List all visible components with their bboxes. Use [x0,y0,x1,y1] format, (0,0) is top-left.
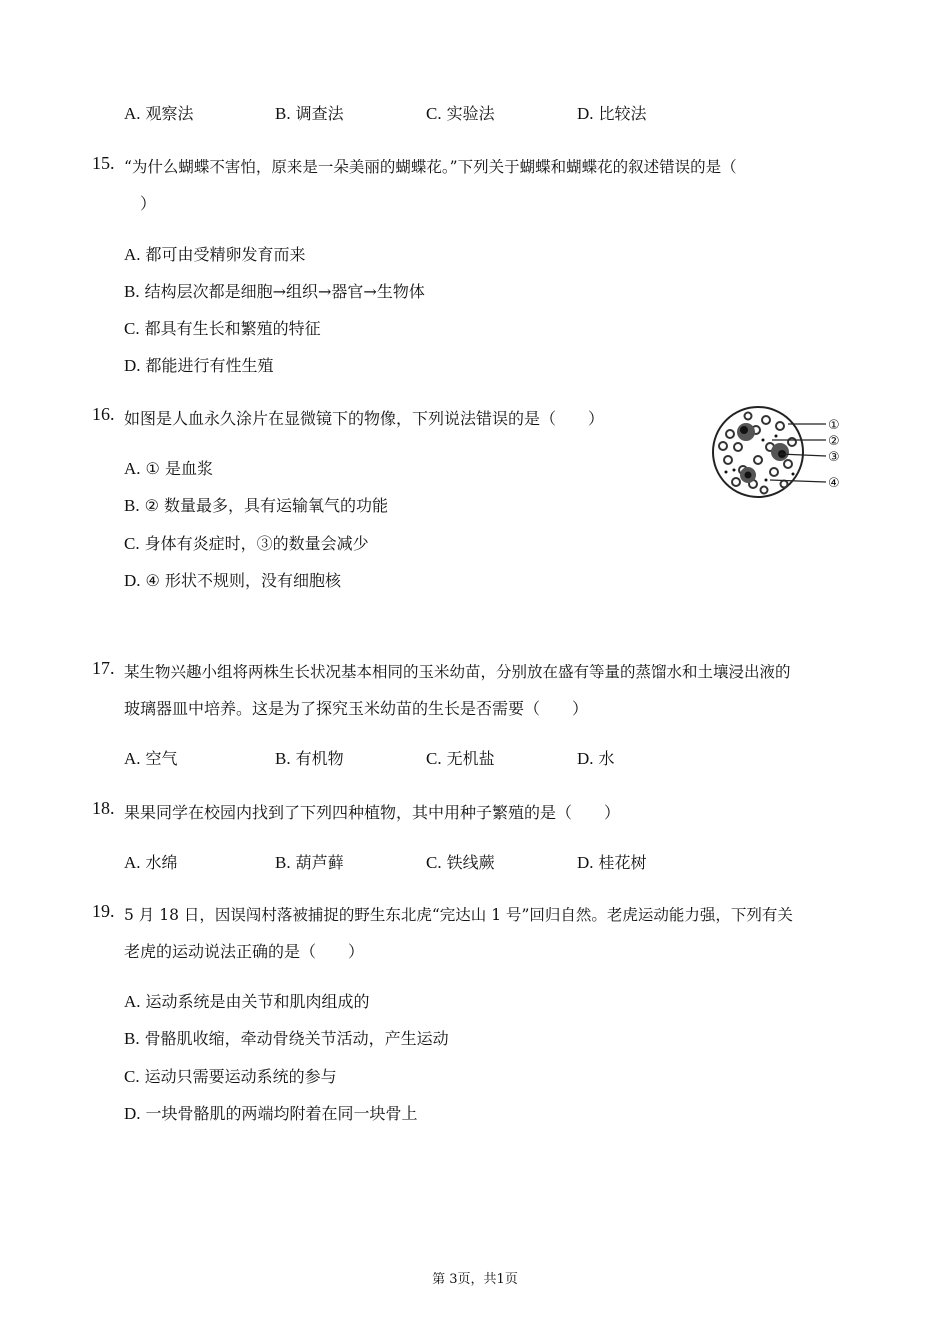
q17-option-a [124,746,178,769]
q18-option-c [426,850,495,873]
option-text: 空气 [145,749,178,768]
option-text: 身体有炎症时，③的数量会减少 [144,534,369,553]
option-letter: D. [577,749,594,768]
q17-option-b [275,746,344,769]
option-letter: C. [124,1067,140,1086]
option-letter: A. [124,853,141,872]
option-text: 无机盐 [446,749,495,768]
option-letter: C. [124,534,140,553]
q18-option-a [124,850,178,873]
option-letter: C. [124,319,140,338]
option-letter: B. [275,104,291,123]
option-letter: D. [124,1104,141,1123]
option-text: 调查法 [295,104,344,123]
q16-option-d [124,568,341,591]
q14-option-b [275,101,344,124]
label-1: ① [828,418,840,433]
option-text: 运动系统是由关节和肌肉组成的 [145,992,370,1011]
option-text: 葫芦藓 [295,853,344,872]
q19-option-a [124,989,370,1012]
option-letter: A. [124,459,141,478]
option-text: 实验法 [446,104,495,123]
q18-stem: 果果同学在校园内找到了下列四种植物，其中用种子繁殖的是（ ） [124,803,621,822]
option-text: 结构层次都是细胞→组织→器官→生物体 [144,282,425,301]
q16-number: 16. [92,404,115,424]
option-letter: A. [124,749,141,768]
q14-option-c [426,101,495,124]
option-text: 观察法 [145,104,194,123]
q15-option-c [124,316,321,339]
option-letter: B. [124,282,140,301]
option-text: 铁线蕨 [446,853,495,872]
option-letter: B. [124,1029,140,1048]
option-letter: D. [124,571,141,590]
option-letter: C. [426,853,442,872]
microscope-field [713,407,803,497]
q16-stem: 如图是人血永久涂片在显微镜下的物像，下列说法错误的是（ ） [124,409,605,428]
option-text: 有机物 [295,749,344,768]
q16-option-a [124,456,213,479]
option-letter: A. [124,992,141,1011]
q17-number: 17. [92,658,115,678]
q17-option-c [426,746,495,769]
q18-number: 18. [92,798,115,818]
q19-option-d [124,1101,418,1124]
option-letter: D. [577,853,594,872]
q19-option-b [124,1026,449,1049]
option-letter: B. [275,853,291,872]
q15-option-d [124,353,274,376]
option-text: 一块骨骼肌的两端均附着在同一块骨上 [145,1104,418,1123]
q18-option-b [275,850,344,873]
q16-option-b [124,493,388,516]
option-text: ② 数量最多，具有运输氧气的功能 [144,496,389,515]
q16-option-c [124,531,369,554]
q15-number: 15. [92,153,115,173]
option-text: 运动只需要运动系统的参与 [144,1067,337,1086]
q14-option-d [577,101,647,124]
q17-stem-line2: 玻璃器皿中培养。这是为了探究玉米幼苗的生长是否需要（ ） [124,699,589,718]
option-text: 都具有生长和繁殖的特征 [144,319,321,338]
label-3: ③ [828,450,840,465]
q15-stem-line2: ） [140,194,157,213]
q15-stem-line1: “为什么蝴蝶不害怕，原来是一朵美丽的蝴蝶花。”下列关于蝴蝶和蝴蝶花的叙述错误的是（ [124,158,737,176]
option-letter: B. [124,496,140,515]
q15-option-b [124,279,425,302]
option-letter: C. [426,104,442,123]
q19-stem-line2: 老虎的运动说法正确的是（ ） [124,942,365,961]
q17-stem-line1: 某生物兴趣小组将两株生长状况基本相同的玉米幼苗，分别放在盛有等量的蒸馏水和土壤浸出液的 [124,663,791,681]
q19-number: 19. [92,901,115,921]
option-letter: D. [124,356,141,375]
q17-option-d [577,746,615,769]
option-text: 骨骼肌收缩，牵动骨绕关节活动，产生运动 [144,1029,449,1048]
q18-option-d [577,850,647,873]
option-text: 比较法 [598,104,647,123]
option-text: 水 [598,749,615,768]
option-text: 水绵 [145,853,178,872]
option-text: 桂花树 [598,853,647,872]
option-letter: A. [124,104,141,123]
q14-option-a [124,101,194,124]
option-letter: A. [124,245,141,264]
option-letter: D. [577,104,594,123]
page-footer: 第 3页，共1页 [432,1272,518,1287]
label-2: ② [828,434,840,449]
option-text: ④ 形状不规则，没有细胞核 [145,571,341,590]
label-4: ④ [828,476,840,491]
option-letter: B. [275,749,291,768]
q19-stem-line1: 5 月 18 日，因误闯村落被捕捉的野生东北虎“完达山 1 号”回归自然。老虎运动能力强，下列有关 [124,906,793,924]
q15-option-a [124,242,306,265]
blood-smear-figure [708,402,858,502]
option-letter: C. [426,749,442,768]
q19-option-c [124,1064,337,1087]
label-markers [828,418,840,491]
option-text: 都可由受精卵发育而来 [145,245,306,264]
option-text: ① 是血浆 [145,459,213,478]
option-text: 都能进行有性生殖 [145,356,274,375]
